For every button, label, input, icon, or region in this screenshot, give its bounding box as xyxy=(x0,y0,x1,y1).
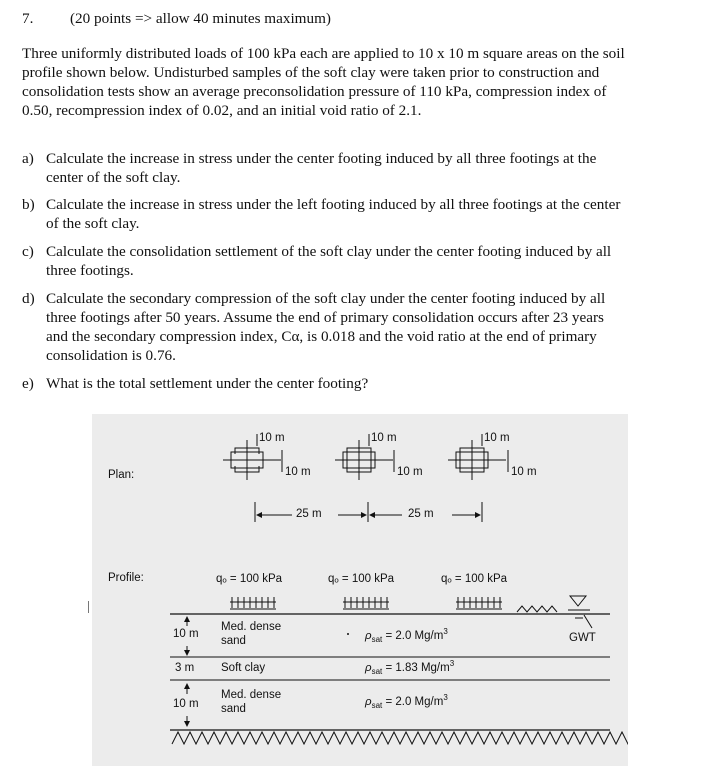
density-exponent: 3 xyxy=(443,693,448,702)
density-value: = 2.0 Mg/m xyxy=(382,695,444,708)
soil-profile-figure xyxy=(92,414,628,766)
bedrock-hatch xyxy=(172,732,628,744)
layer-name: Soft clay xyxy=(221,662,266,674)
part-line: center of the soft clay. xyxy=(46,169,181,186)
gwt-label: GWT xyxy=(569,632,596,644)
intro-line: Three uniformly distributed loads of 100 kPa each are applied to 10 x 10 m square areas on the soil xyxy=(22,45,625,62)
part-line: Calculate the increase in stress under the left footing induced by all three footings at the center xyxy=(46,196,621,213)
plan-label: Plan: xyxy=(108,469,135,481)
load-arrows xyxy=(230,597,502,609)
density-value: = 2.0 Mg/m xyxy=(382,629,444,642)
part-line: three footings. xyxy=(46,262,134,279)
figure-drawing xyxy=(92,414,628,766)
part-letter: b) xyxy=(22,196,35,213)
ground-hatch xyxy=(517,606,557,612)
layer-thickness: 10 m xyxy=(173,628,199,640)
part-letter: c) xyxy=(22,243,34,260)
center-dot xyxy=(347,633,349,635)
part-line: consolidation is 0.76. xyxy=(46,347,176,364)
intro-line: profile shown below. Undisturbed samples of the soft clay were taken prior to construction and xyxy=(22,64,600,81)
part-line: of the soft clay. xyxy=(46,215,140,232)
layer-name xyxy=(221,688,281,716)
layer-name-line: sand xyxy=(221,703,246,715)
density-subscript: sat xyxy=(371,667,383,677)
intro-line: 0.50, recompression index of 0.02, and an initial void ratio of 2.1. xyxy=(22,102,422,119)
spacing-dim: 25 m xyxy=(408,508,434,520)
load-label: qₒ = 100 kPa xyxy=(441,573,508,585)
layer-density xyxy=(365,693,448,710)
spacing-dimension xyxy=(255,502,482,522)
footing-top-dim: 10 m xyxy=(371,432,397,444)
density-subscript: sat xyxy=(371,635,383,645)
density-symbol: ρ xyxy=(365,661,372,674)
footing-top-dim: 10 m xyxy=(259,432,285,444)
layer-name-line: Med. dense xyxy=(221,621,282,633)
layer-name-line: sand xyxy=(221,635,246,647)
load-label: qₒ = 100 kPa xyxy=(216,573,283,585)
part-line: Calculate the increase in stress under the center footing induced by all three footings at the xyxy=(46,150,597,167)
load-label: qₒ = 100 kPa xyxy=(328,573,395,585)
part-letter: e) xyxy=(22,375,34,392)
footing-top-dim: 10 m xyxy=(484,432,510,444)
profile-label: Profile: xyxy=(108,572,144,584)
density-value: = 1.83 Mg/m xyxy=(382,661,450,674)
footing-side-dim: 10 m xyxy=(285,466,311,478)
density-subscript: sat xyxy=(371,701,383,711)
layer-name-line: Med. dense xyxy=(221,689,282,701)
part-line: Calculate the secondary compression of the soft clay under the center footing induced by all xyxy=(46,290,606,307)
footing-side-dim: 10 m xyxy=(511,466,537,478)
footing-side-dim: 10 m xyxy=(397,466,423,478)
intro-paragraph xyxy=(22,44,687,120)
density-exponent: 3 xyxy=(443,627,448,636)
part-letter: d) xyxy=(22,290,35,307)
part-letter: a) xyxy=(22,150,34,167)
part-line: Calculate the consolidation settlement of the soft clay under the center footing induced by all xyxy=(46,243,612,260)
intro-line: consolidation tests show an average preconsolidation pressure of 110 kPa, compression index of xyxy=(22,83,607,100)
layer-thickness: 10 m xyxy=(173,698,199,710)
groundwater-table-symbol xyxy=(568,596,592,628)
question-points: (20 points => allow 40 minutes maximum) xyxy=(70,10,331,27)
spacing-dim: 25 m xyxy=(296,508,322,520)
margin-mark xyxy=(88,601,89,613)
layer-name xyxy=(221,620,281,648)
part-line: and the secondary compression index, Cα, is 0.018 and the void ratio at the end of primary xyxy=(46,328,597,345)
density-symbol: ρ xyxy=(365,629,372,642)
layer-density xyxy=(365,627,448,644)
layer-density xyxy=(365,659,454,676)
question-number: 7. xyxy=(22,10,34,27)
part-line: What is the total settlement under the center footing? xyxy=(46,375,369,392)
layer-thickness: 3 m xyxy=(175,662,195,674)
density-symbol: ρ xyxy=(365,695,372,708)
part-line: three footings after 50 years. Assume the end of primary consolidation occurs after 23 years xyxy=(46,309,604,326)
density-exponent: 3 xyxy=(449,659,455,668)
